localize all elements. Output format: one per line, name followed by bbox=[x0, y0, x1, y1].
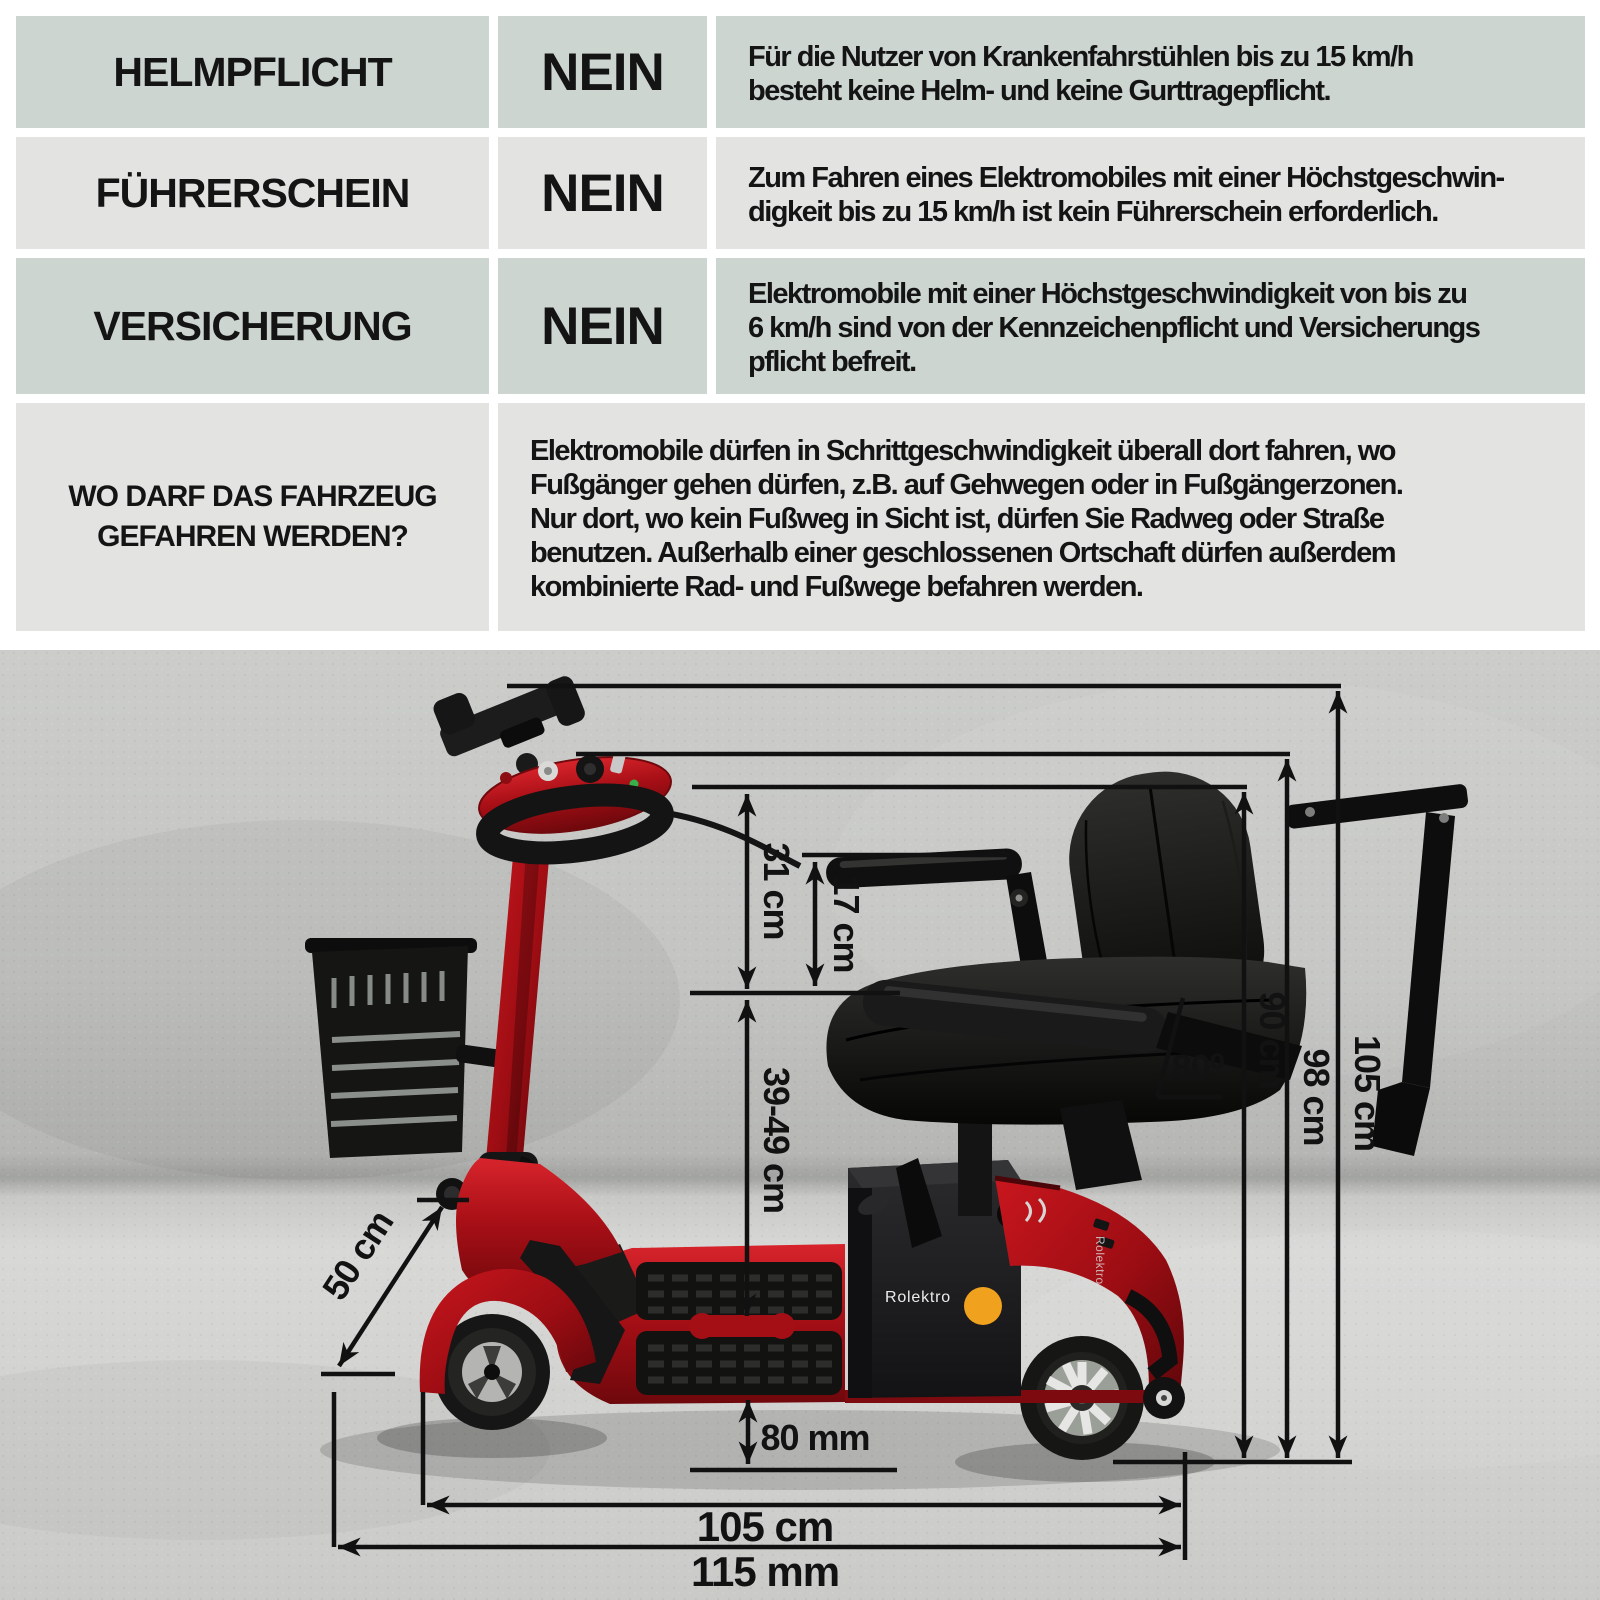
label-115mm-h: 115 mm bbox=[690, 1548, 840, 1595]
answer-text: NEIN bbox=[541, 296, 664, 356]
row-fuehrerschein-label bbox=[16, 137, 489, 249]
description-line: Nur dort, wo kein Fußweg in Sicht ist, dürfen Sie Radweg oder Straße bbox=[530, 503, 1384, 535]
side-brand-logo: Rolektro bbox=[1093, 1236, 1107, 1285]
label-90cm: 90 cm bbox=[1252, 991, 1293, 1089]
orange-badge bbox=[964, 1287, 1002, 1325]
label-line: GEFAHREN WERDEN? bbox=[97, 520, 408, 553]
row-wo-darf-label bbox=[16, 403, 489, 631]
row-versicherung-description bbox=[716, 258, 1585, 394]
row-helmpflicht-answer bbox=[498, 16, 707, 128]
description-line: benutzen. Außerhalb einer geschlossenen Ortschaft dürfen außerdem bbox=[530, 537, 1396, 569]
label-105cm-v: 105 cm bbox=[1347, 1034, 1388, 1152]
label-17cm: 17 cm bbox=[826, 875, 867, 973]
description-line: 6 km/h sind von der Kennzeichenpflicht und Versicherungs bbox=[748, 312, 1480, 344]
seat-post bbox=[958, 1112, 992, 1216]
row-fuehrerschein-answer bbox=[498, 137, 707, 249]
row-helmpflicht-description bbox=[716, 16, 1585, 128]
label-80mm: 80 mm bbox=[760, 1417, 870, 1458]
label-80deg: 80⁰ bbox=[1171, 1047, 1225, 1088]
mat-connector bbox=[689, 1313, 795, 1339]
description-line: digkeit bis zu 15 km/h ist kein Führerschein erforderlich. bbox=[748, 196, 1438, 228]
label-text: HELMPFLICHT bbox=[113, 48, 392, 95]
row-versicherung-answer bbox=[498, 258, 707, 394]
label-31cm: 31 cm bbox=[756, 842, 797, 940]
label-98cm: 98 cm bbox=[1296, 1048, 1337, 1146]
description-line: Elektromobile dürfen in Schrittgeschwindigkeit überall dort fahren, wo bbox=[530, 435, 1396, 467]
label-105cm-h: 105 cm bbox=[696, 1503, 834, 1550]
label-50cm: 50 cm bbox=[313, 1203, 402, 1308]
description-line: Zum Fahren eines Elektromobiles mit einer Höchstgeschwin- bbox=[748, 162, 1504, 194]
label-3949cm: 39-49 cm bbox=[756, 1066, 797, 1214]
armrest-screw bbox=[1016, 895, 1023, 902]
answer-text: NEIN bbox=[541, 42, 664, 102]
row-versicherung-label bbox=[16, 258, 489, 394]
description-line: pflicht befreit. bbox=[748, 346, 916, 378]
description-line: Fußgänger gehen dürfen, z.B. auf Gehwegen oder in Fußgängerzonen. bbox=[530, 469, 1403, 501]
label-line: WO DARF DAS FAHRZEUG bbox=[68, 480, 437, 513]
label-text: FÜHRERSCHEIN bbox=[95, 169, 410, 216]
anti-tip-wheel bbox=[1143, 1377, 1185, 1419]
regulations-table bbox=[0, 0, 1600, 631]
description-line: Elektromobile mit einer Höchstgeschwindigkeit von bis zu bbox=[748, 278, 1467, 310]
scooter-dimension-photo bbox=[0, 650, 1600, 1600]
answer-text: NEIN bbox=[541, 163, 664, 223]
brand-logo: Rolektro bbox=[885, 1289, 951, 1306]
description-line: kombinierte Rad- und Fußwege befahren werden. bbox=[530, 571, 1143, 603]
description-line: Für die Nutzer von Krankenfahrstühlen bis zu 15 km/h bbox=[748, 41, 1413, 73]
description-line: besteht keine Helm- und keine Gurttragepflicht. bbox=[748, 75, 1331, 107]
label-text: VERSICHERUNG bbox=[93, 302, 412, 349]
row-fuehrerschein-description bbox=[716, 137, 1585, 249]
row-wo-darf-description bbox=[498, 403, 1585, 631]
row-helmpflicht-label bbox=[16, 16, 489, 128]
